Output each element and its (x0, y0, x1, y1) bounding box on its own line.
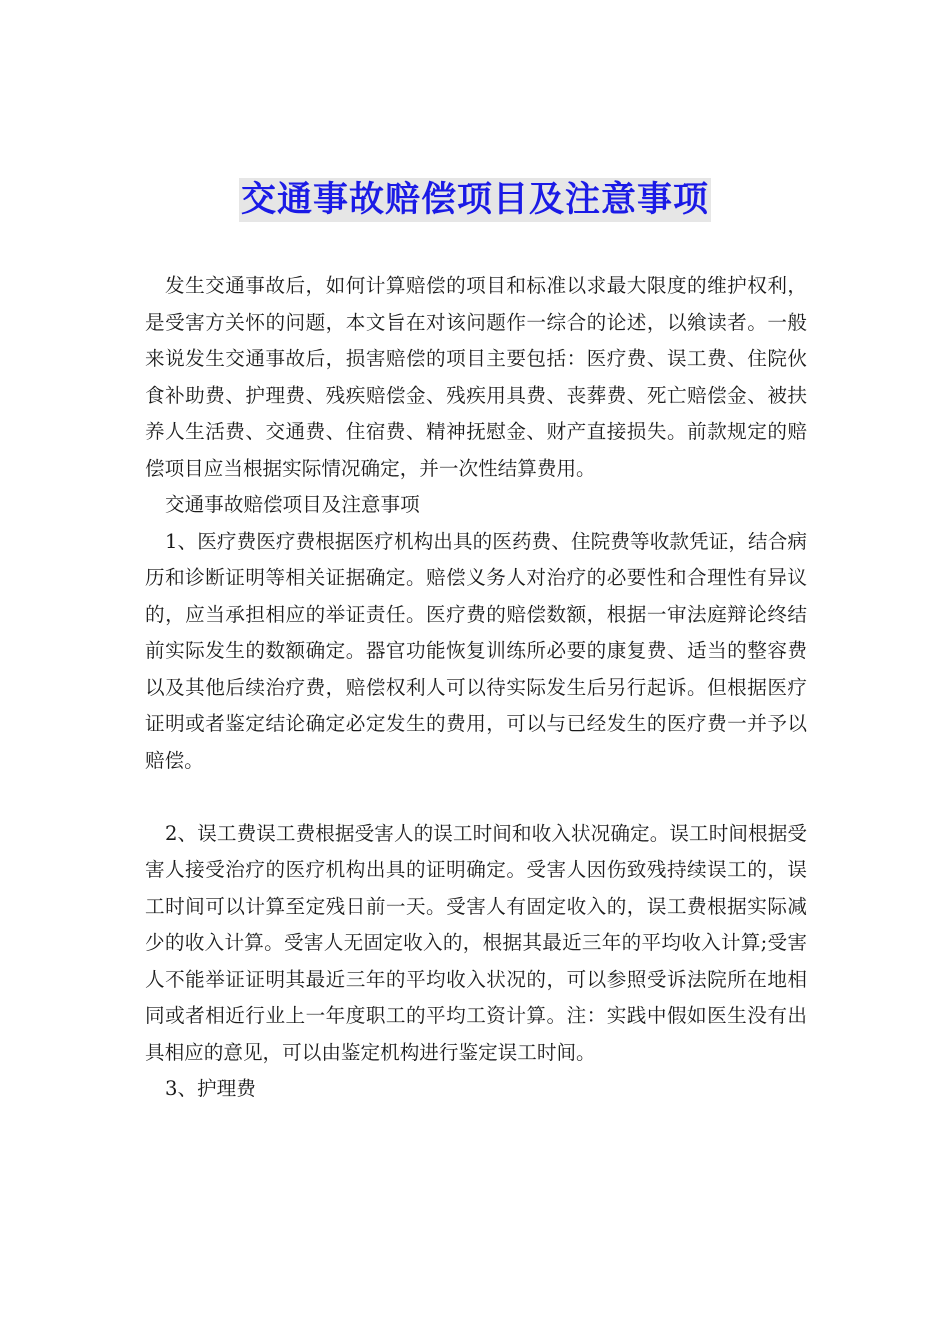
document-body (145, 268, 807, 1108)
blank-line (145, 779, 807, 816)
paragraph-medical-fee: 1、医疗费医疗费根据医疗机构出具的医药费、住院费等收款凭证，结合病历和诊断证明等相关证据确定。赔偿义务人对治疗的必要性和合理性有异议的，应当承担相应的举证责任。医疗费的赔偿数额，根据一审法庭辩论终结前实际发生的数额确定。器官功能恢复训练所必要的康复费、适当的整容费以及其他后续治疗费，赔偿权利人可以待实际发生后另行起诉。但根据医疗证明或者鉴定结论确定必定发生的费用，可以与已经发生的医疗费一并予以赔偿。 (145, 529, 807, 772)
paragraph-lost-wages: 2、误工费误工费根据受害人的误工时间和收入状况确定。误工时间根据受害人接受治疗的医疗机构出具的证明确定。受害人因伤致残持续误工的，误工时间可以计算至定残日前一天。受害人有固定收入的，误工费根据实际减少的收入计算。受害人无固定收入的，根据其最近三年的平均收入计算;受害人不能举证证明其最近三年的平均收入状况的，可以参照受诉法院所在地相同或者相近行业上一年度职工的平均工资计算。注：实践中假如医生没有出具相应的意见，可以由鉴定机构进行鉴定误工时间。 (145, 821, 807, 1064)
paragraph-subheading: 交通事故赔偿项目及注意事项 (165, 493, 420, 516)
document-title: 交通事故赔偿项目及注意事项 (240, 180, 709, 220)
title-container (0, 178, 950, 222)
paragraph-nursing-fee: 3、护理费 (165, 1077, 256, 1100)
paragraph-intro: 发生交通事故后，如何计算赔偿的项目和标准以求最大限度的维护权利，是受害方关怀的问题，本文旨在对该问题作一综合的论述，以飨读者。一般来说发生交通事故后，损害赔偿的项目主要包括：医疗费、误工费、住院伙食补助费、护理费、残疾赔偿金、残疾用具费、丧葬费、死亡赔偿金、被扶养人生活费、交通费、住宿费、精神抚慰金、财产直接损失。前款规定的赔偿项目应当根据实际情况确定，并一次性结算费用。 (145, 274, 807, 480)
